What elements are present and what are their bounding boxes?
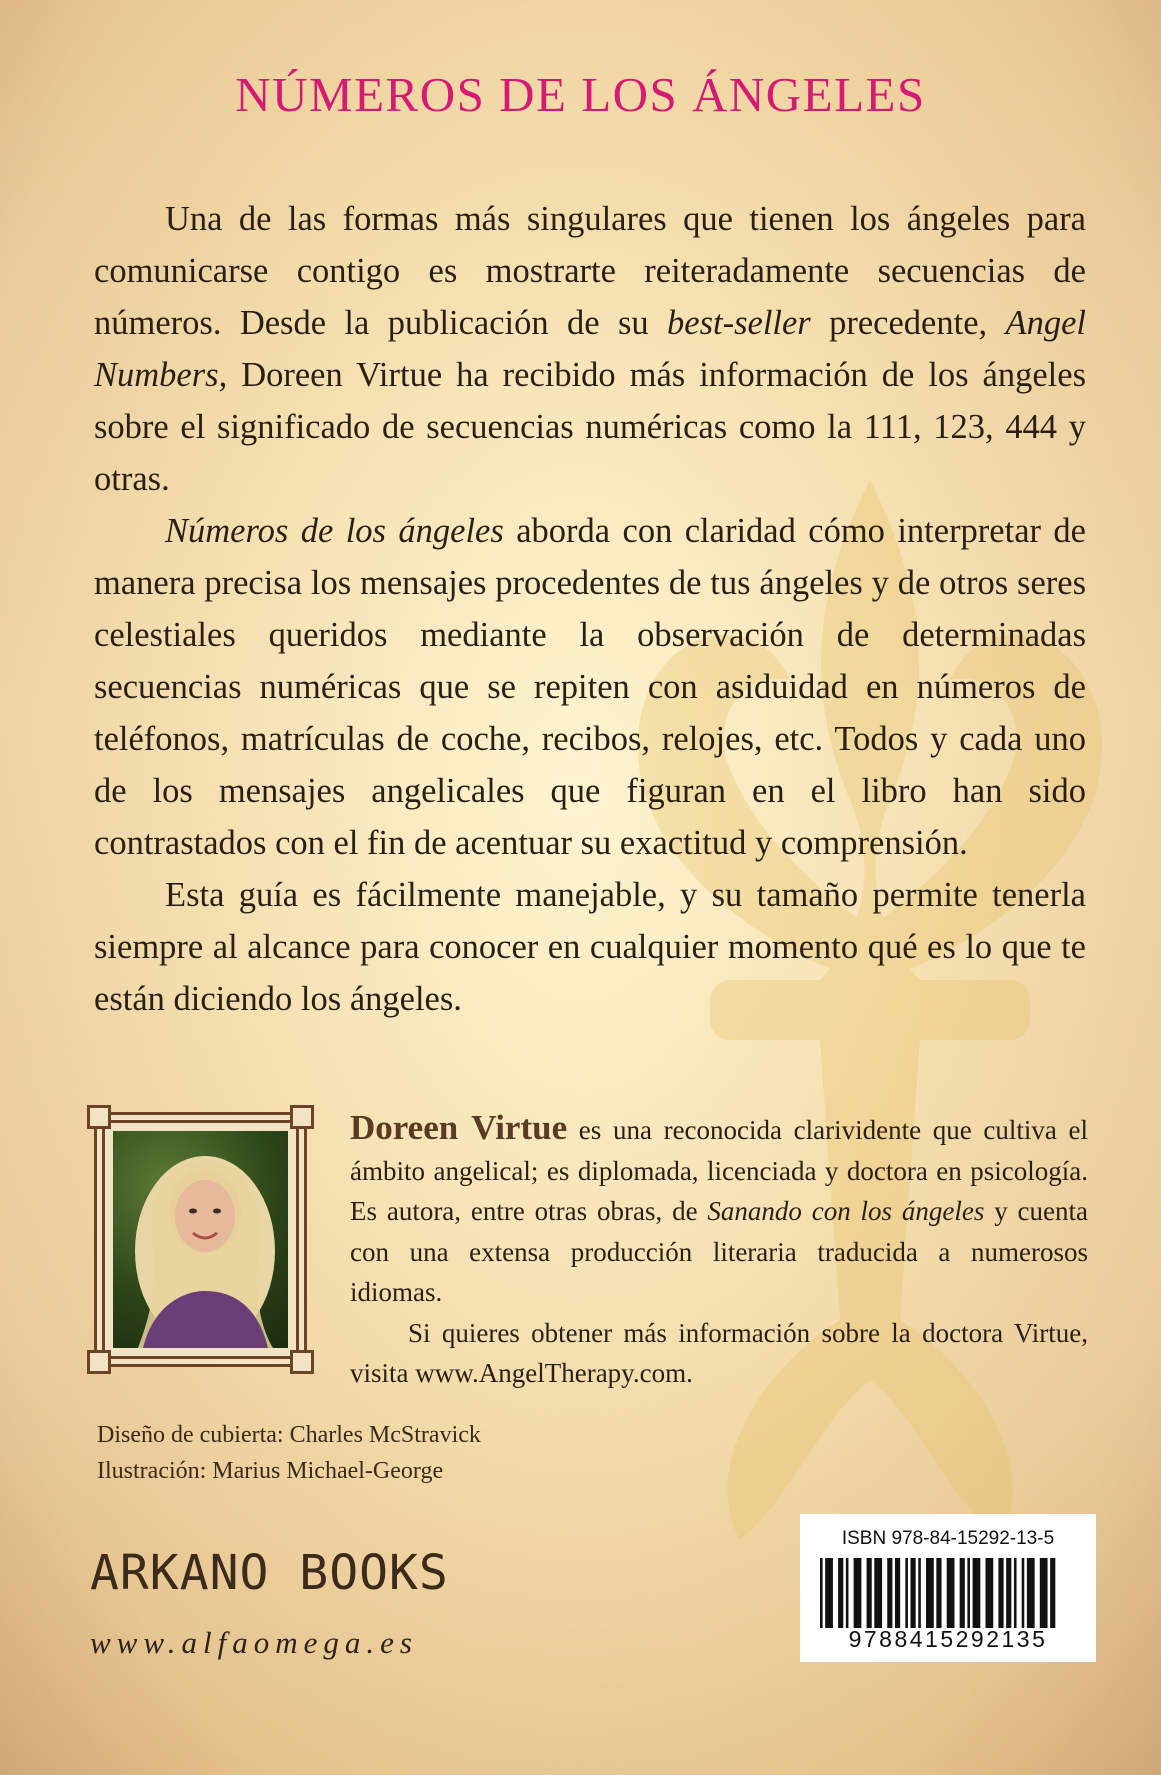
barcode-bar — [854, 1558, 862, 1628]
barcode-bar — [998, 1558, 1003, 1628]
frame-corner — [87, 1350, 111, 1374]
barcode-bar — [1022, 1558, 1025, 1628]
bio-text: es una reconocida clarividente que cultiva el ámbito angelical; es diplomada, licenciada y doctora en psicología. Es autora, entre otras obras, de — [350, 1115, 1088, 1226]
credits — [97, 1417, 481, 1489]
isbn-label: ISBN 978-84-15292-13-5 — [841, 1528, 1055, 1549]
barcode-bar — [973, 1558, 981, 1628]
barcode-bar — [867, 1558, 872, 1628]
author-more-info: Si quieres obtener más información sobre la doctora Virtue, visita www.AngelTherapy.com. — [350, 1317, 1088, 1388]
frame-corner — [290, 1350, 314, 1374]
barcode-bar — [1050, 1558, 1055, 1628]
description-paragraph-3: Esta guía es fácilmente manejable, y su tamaño permite tenerla siempre al alcance para conocer en cualquier momento qué es lo que te están diciendo los ángeles. — [94, 876, 1086, 1018]
barcode-bar — [1014, 1558, 1017, 1628]
frame-corner — [290, 1105, 314, 1129]
cover-design-credit: Diseño de cubierta: Charles McStravick — [97, 1422, 481, 1448]
book-reference: Sanando con los ángeles — [707, 1196, 985, 1226]
barcode-bar — [926, 1558, 934, 1628]
book-reference: Números de los ángeles — [165, 512, 504, 550]
barcode-digits: 9788415292135 — [848, 1626, 1048, 1652]
barcode-bar — [825, 1558, 833, 1628]
barcode-bar — [960, 1558, 965, 1628]
barcode-bar — [936, 1558, 941, 1628]
barcode-bar — [905, 1558, 908, 1628]
paragraph-text: aborda con claridad cómo interpretar de manera precisa los mensajes procedentes de tus ángeles y de otros seres celestiales queridos mediante la observación de determinadas secuencias numéricas que se repiten con asiduidad en números de teléfonos, matrículas de coche, recibos, relojes, etc. Todos y cada uno de los mensajes angelicales que figuran en el libro han sido contrastados con el fin de acentuar su exactitud y comprensión. — [94, 512, 1086, 862]
author-photo-frame — [94, 1112, 307, 1367]
barcode-bar — [918, 1558, 921, 1628]
barcode-bar — [1027, 1558, 1035, 1628]
author-bio-paragraph — [350, 1108, 1088, 1313]
description-paragraph-2 — [94, 505, 1086, 869]
publisher-website: www.alfaomega.es — [90, 1625, 418, 1660]
book-reference: Angel Numbers, — [94, 304, 1086, 394]
barcode-bar — [874, 1558, 882, 1628]
barcode-bar — [895, 1558, 900, 1628]
publisher-logo: ARKANO BOOKS — [90, 1545, 449, 1601]
isbn-barcode — [800, 1514, 1096, 1662]
book-title: NÚMEROS DE LOS ÁNGELES — [235, 67, 926, 122]
paragraph-text: Doreen Virtue ha recibido más información de los ángeles sobre el significado de secuencias numéricas como la 111, 123, 444 y otras. — [94, 356, 1086, 498]
barcode-bar — [911, 1558, 916, 1628]
paragraph-text: precedente, — [810, 304, 1006, 342]
barcode-bar — [887, 1558, 892, 1628]
bio-text: y cuenta con una extensa producción literaria traducida a numerosos idiomas. — [350, 1196, 1088, 1307]
author-photo — [113, 1131, 288, 1348]
barcode-bars — [820, 1558, 1076, 1628]
barcode-bar — [846, 1558, 849, 1628]
barcode-bar — [1006, 1558, 1011, 1628]
barcode-bar — [985, 1558, 993, 1628]
barcode-bar — [967, 1558, 970, 1628]
frame-corner — [87, 1105, 111, 1129]
barcode-bar — [820, 1558, 823, 1628]
illustration-credit: Ilustración: Marius Michael-George — [97, 1458, 444, 1484]
author-bio — [350, 1108, 1088, 1394]
description-paragraph-1 — [94, 193, 1086, 505]
description — [94, 193, 1086, 1025]
barcode-bar — [947, 1558, 955, 1628]
paragraph-text: Una de las formas más singulares que tienen los ángeles para comunicarse contigo es mostrarte reiteradamente secuencias de números. Desde la publicación de su — [94, 200, 1086, 342]
barcode-bar — [1040, 1558, 1048, 1628]
barcode-bar — [838, 1558, 843, 1628]
emphasis-text: best-seller — [667, 304, 811, 342]
author-name: Doreen Virtue — [350, 1108, 568, 1147]
